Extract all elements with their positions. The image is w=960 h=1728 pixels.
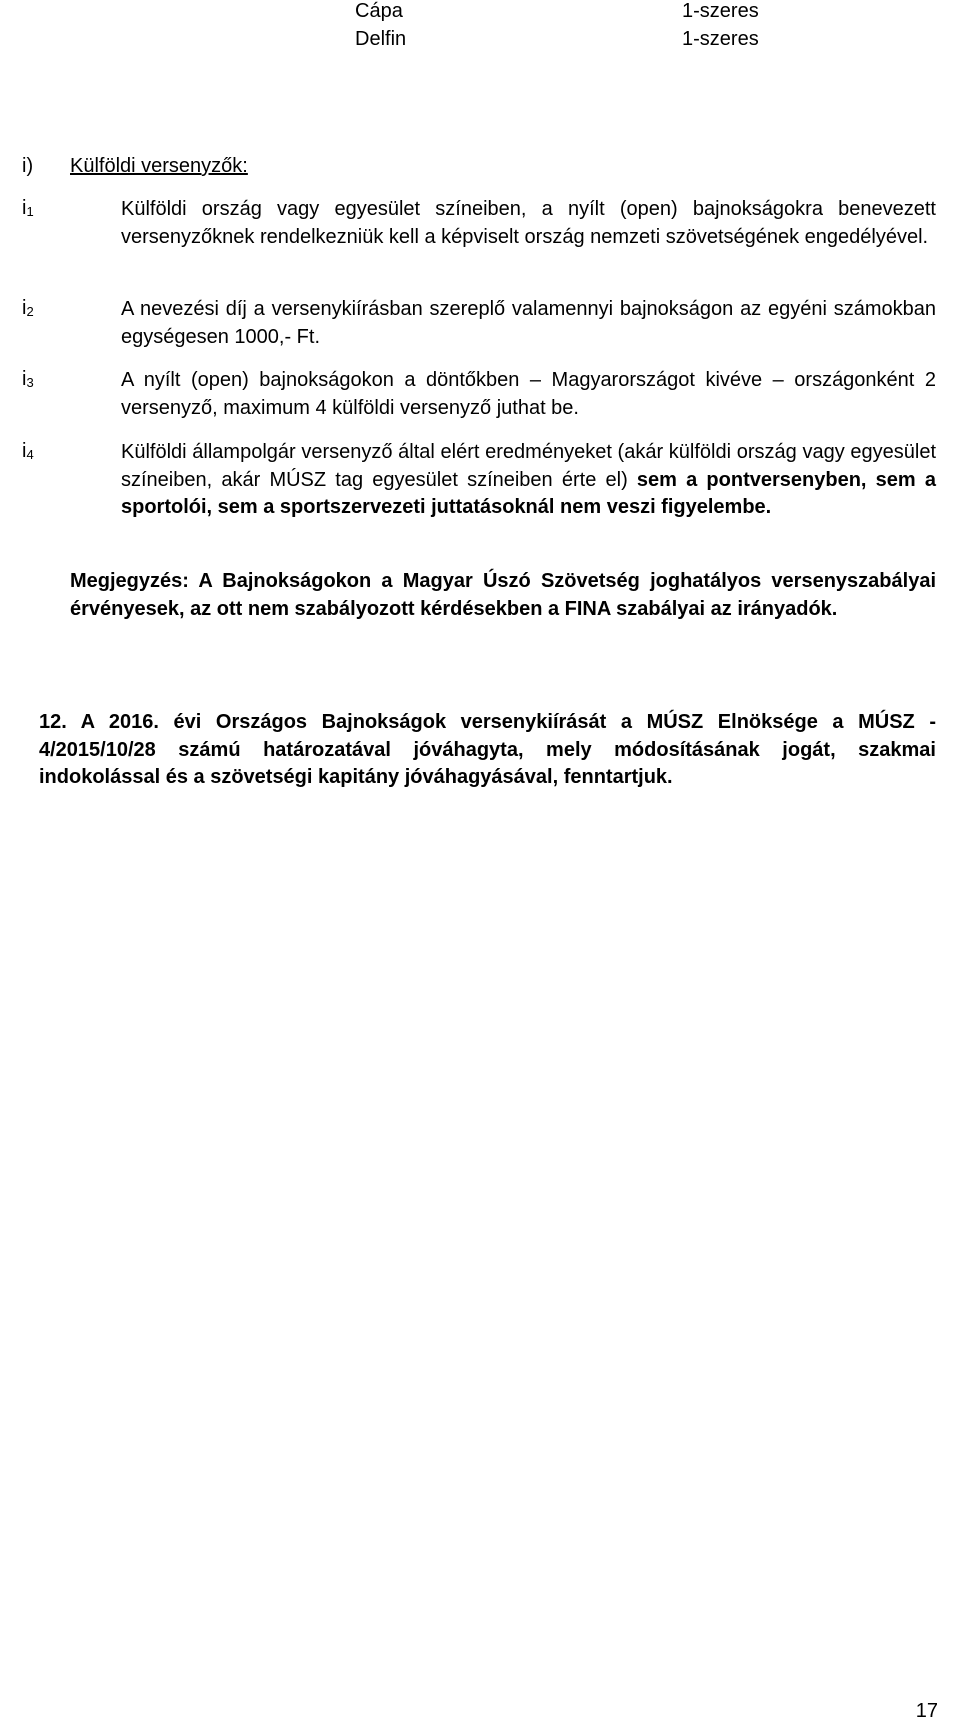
note-paragraph: Megjegyzés: A Bajnokságokon a Magyar Úszó Szövetség joghatályos versenyszabályai érvényesek, az ott nem szabályozott kérdésekben a FINA szabályai az irányadók.: [70, 570, 936, 620]
item-text-bold: sem a pontversenyben, sem a sportolói, sem a sportszervezeti juttatásoknál nem veszi figyelembe.: [121, 468, 936, 518]
table-row-value: [682, 25, 759, 53]
table-row-value: [682, 0, 759, 25]
item-text-normal: Külföldi állampolgár versenyző által elért eredményeket (akár külföldi ország vagy egyesület színeiben, akár MÚSZ tag egyesület színeiben érte el): [121, 441, 936, 491]
section-label: [22, 155, 33, 178]
item-text: Külföldi ország vagy egyesület színeiben, a nyílt (open) bajnokságokra benevezett versenyzőknek rendelkezniük kell a képviselt ország nemzeti szövetségének engedélyével.: [121, 198, 936, 248]
item-text: A nyílt (open) bajnokságokon a döntőkben – Magyarországot kivéve – országonként 2 versenyző, maximum 4 külföldi versenyző juthat be.: [121, 369, 936, 419]
table-cell-name: Delfin: [355, 28, 407, 50]
table-cell-name: Cápa: [355, 0, 403, 22]
section-title: [70, 155, 248, 178]
table-cell-value: 1-szeres: [682, 0, 759, 22]
section-label-text: i): [22, 155, 34, 177]
item-label: $i_4$: [22, 440, 34, 462]
section-title-text: Külföldi versenyzők:: [70, 155, 248, 177]
table-row: [355, 0, 403, 25]
item-text: A nevezési díj a versenykiírásban szereplő valamennyi bajnokságon az egyéni számokban egységesen 1000,- Ft.: [121, 298, 936, 348]
item-label: $i_2$: [22, 297, 34, 319]
table-row: [355, 25, 406, 53]
item-label: $i_3$: [22, 368, 34, 390]
table-cell-value: 1-szeres: [682, 28, 759, 50]
item-label: $i_1$: [22, 197, 34, 219]
page-number: 17: [915, 1700, 938, 1722]
section-12-paragraph: 12. A 2016. évi Országos Bajnokságok versenykiírását a MÚSZ Elnöksége a MÚSZ - 4/2015/10/28 számú határozatával jóváhagyta, mely módosításának jogát, szakmai indokolással és a szövetségi kapitány jóváhagyásával, fenntartjuk.: [39, 711, 936, 788]
item-text: [121, 439, 936, 522]
